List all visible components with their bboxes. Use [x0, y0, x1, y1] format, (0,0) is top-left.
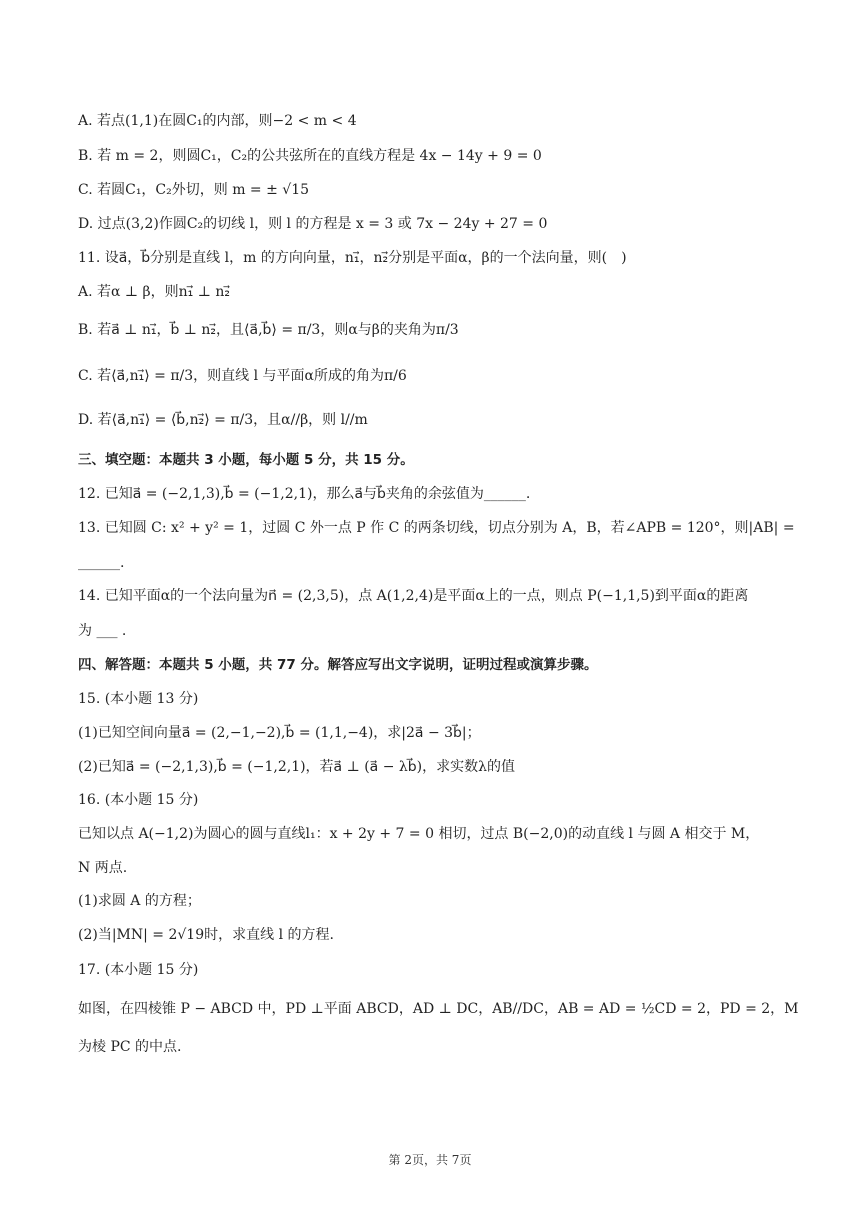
option-10b: B. 若 m = 2，则圆C₁，C₂的公共弦所在的直线方程是 4x − 14y + 9 = 0: [78, 148, 542, 164]
question-15-part1: (1)已知空间向量a⃗ = (2,−1,−2),b⃗ = (1,1,−4)，求|2a⃗ − 3b⃗|；: [78, 725, 481, 741]
section-heading-fill-in: 三、填空题：本题共 3 小题，每小题 5 分，共 15 分。: [78, 452, 414, 468]
question-16: 16. (本小题 15 分): [78, 792, 199, 808]
question-17-stem: 如图，在四棱锥 P − ABCD 中，PD ⊥平面 ABCD，AD ⊥ DC，AB//DC，AB = AD = ½CD = 2，PD = 2，M: [78, 1001, 799, 1017]
question-16-stem: 已知以点 A(−1,2)为圆心的圆与直线l₁：x + 2y + 7 = 0 相切，过点 B(−2,0)的动直线 l 与圆 A 相交于 M，: [78, 826, 760, 842]
question-17: 17. (本小题 15 分): [78, 962, 199, 978]
question-13: 13. 已知圆 C: x² + y² = 1，过圆 C 外一点 P 作 C 的两条切线，切点分别为 A，B，若∠APB = 120°，则|AB| =: [78, 520, 795, 536]
option-10d: D. 过点(3,2)作圆C₂的切线 l，则 l 的方程是 x = 3 或 7x − 24y + 27 = 0: [78, 216, 548, 232]
option-11d: D. 若⟨a⃗,n₁⃗⟩ = ⟨b⃗,n₂⃗⟩ = π/3，且α//β，则 l//m: [78, 412, 368, 428]
question-16-part1: (1)求圆 A 的方程；: [78, 893, 201, 909]
question-15-part2: (2)已知a⃗ = (−2,1,3),b⃗ = (−1,2,1)，若a⃗ ⊥ (a⃗ − λb⃗)，求实数λ的值: [78, 759, 515, 775]
question-14: 14. 已知平面α的一个法向量为n⃗ = (2,3,5)，点 A(1,2,4)是平面α上的一点，则点 P(−1,1,5)到平面α的距离: [78, 588, 749, 604]
page-footer: 第 2页，共 7页: [388, 1153, 472, 1167]
section-heading-solve: 四、解答题：本题共 5 小题，共 77 分。解答应写出文字说明，证明过程或演算步骤。: [78, 657, 598, 673]
option-11a: A. 若α ⊥ β，则n₁⃗ ⊥ n₂⃗: [78, 284, 230, 300]
question-16-part2: (2)当|MN| = 2√19时，求直线 l 的方程.: [78, 927, 334, 943]
question-14-cont: 为 ___ .: [78, 623, 127, 639]
option-11b: B. 若a⃗ ⊥ n₁⃗，b⃗ ⊥ n₂⃗，且⟨a⃗,b⃗⟩ = π/3，则α与β的夹角为π/3: [78, 322, 459, 338]
option-10c: C. 若圆C₁，C₂外切，则 m = ± √15: [78, 182, 310, 198]
question-11: 11. 设a⃗，b⃗分别是直线 l，m 的方向向量，n₁⃗，n₂⃗分别是平面α，β的一个法向量，则( ): [78, 250, 627, 266]
question-12: 12. 已知a⃗ = (−2,1,3),b⃗ = (−1,2,1)，那么a⃗与b⃗夹角的余弦值为______.: [78, 486, 531, 502]
question-15: 15. (本小题 13 分): [78, 691, 199, 707]
question-13-blank: ______.: [78, 555, 125, 571]
option-10a: A. 若点(1,1)在圆C₁的内部，则−2 < m < 4: [78, 113, 357, 129]
option-11c: C. 若⟨a⃗,n₁⃗⟩ = π/3，则直线 l 与平面α所成的角为π/6: [78, 368, 407, 384]
question-17-stem-cont: 为棱 PC 的中点.: [78, 1039, 182, 1055]
question-16-stem-cont: N 两点.: [78, 860, 128, 876]
